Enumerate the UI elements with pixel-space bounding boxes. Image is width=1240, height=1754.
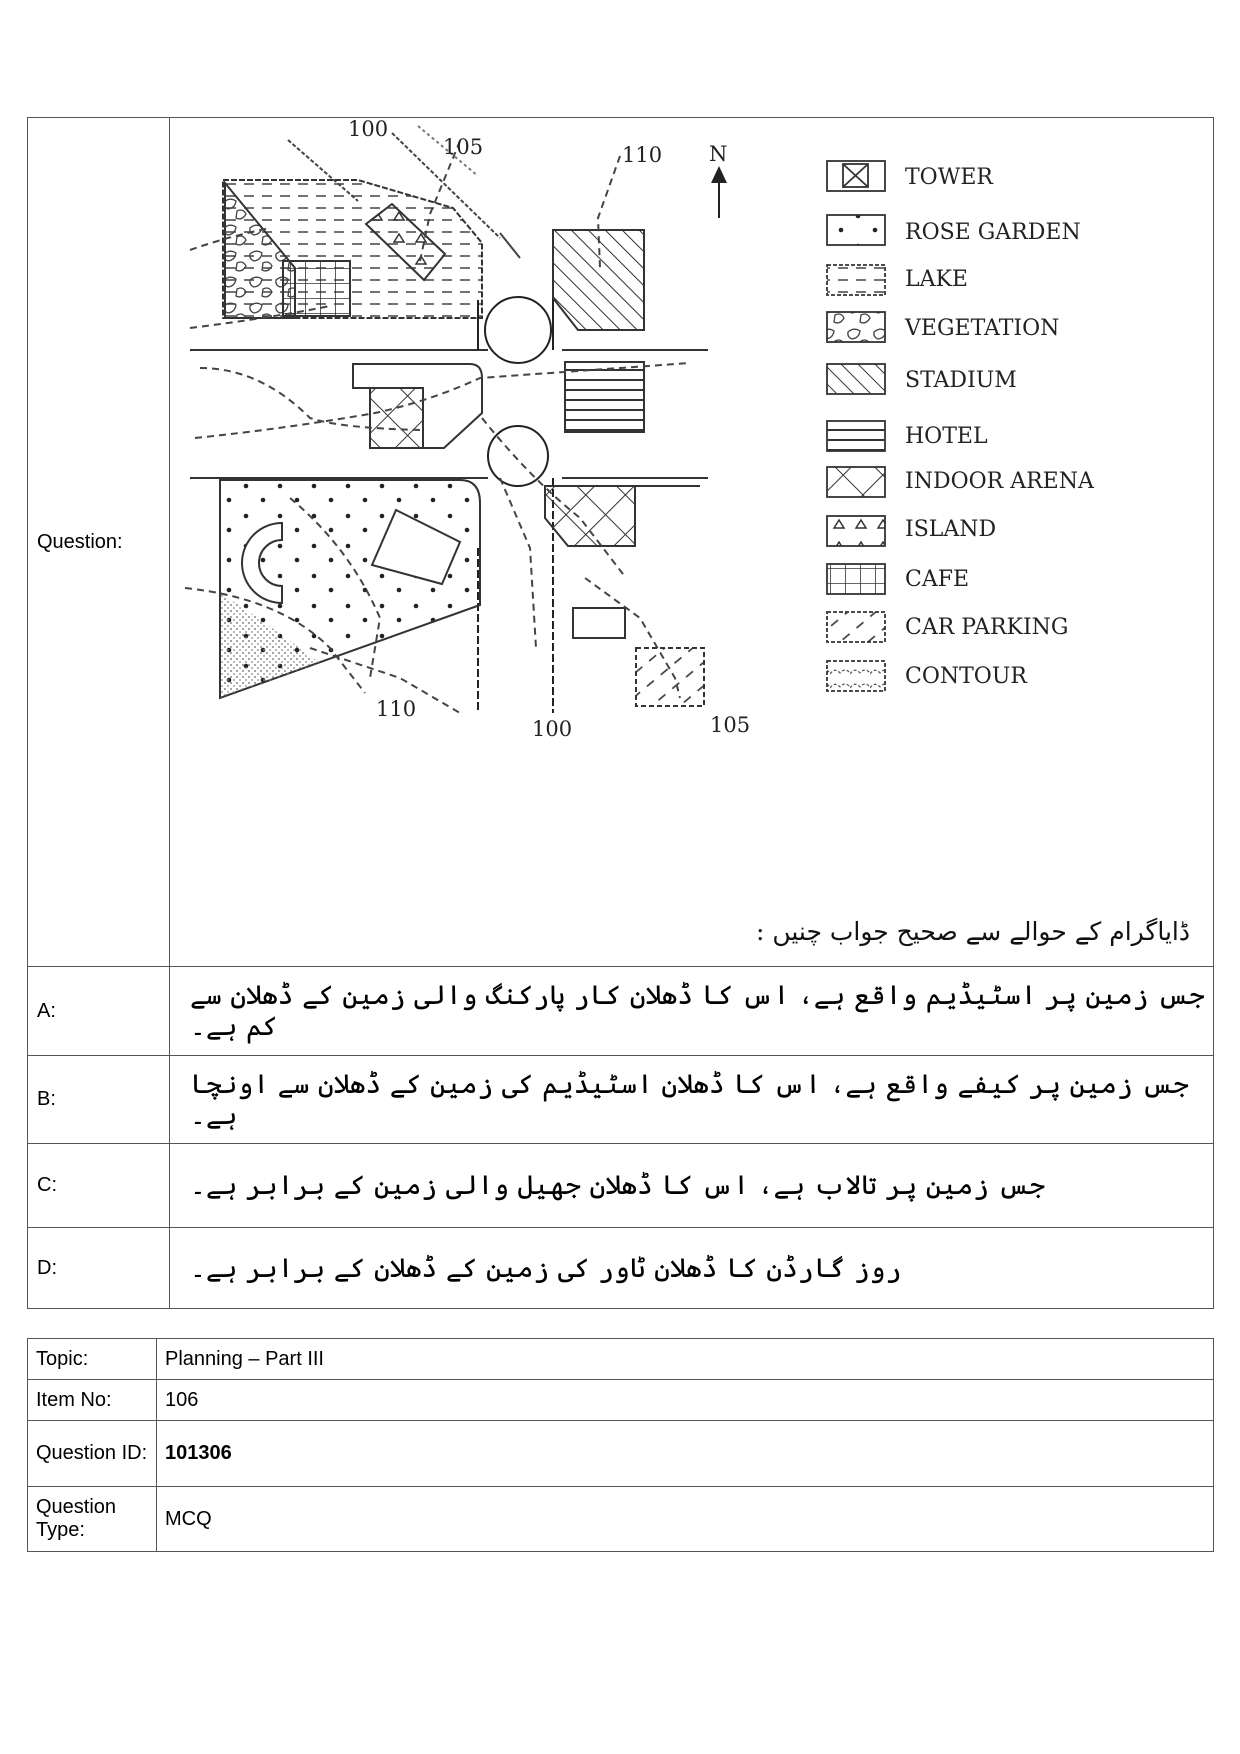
option-row-c[interactable] [28,1144,1214,1228]
question-type-value: MCQ [157,1487,1214,1552]
legend-label: VEGETATION [905,316,1060,341]
contour-label: 105 [710,713,751,737]
contour-icon [827,661,885,691]
island-icon [827,516,885,546]
option-row-b[interactable] [28,1056,1214,1144]
item-no-label: Item No: [28,1380,157,1421]
cafe-area [283,261,350,316]
option-c-text: جس زمین پر تالاب ہے، اس کا ڈھلان جھیل والی زمین کے برابر ہے۔ [190,1170,1046,1201]
rose-garden-icon [827,215,885,245]
lake-icon [827,265,885,295]
option-a-label: A: [28,967,170,1056]
legend-label: LAKE [905,267,968,292]
tower-area [370,388,423,448]
roundabout-north [485,297,551,363]
hotel-icon [827,421,885,451]
option-row-a[interactable] [28,967,1214,1056]
topic-value: Planning – Part III [157,1339,1214,1380]
legend-label: STADIUM [905,368,1017,393]
option-c-label: C: [28,1144,170,1228]
stadium-area [553,230,644,330]
contour-label: 100 [348,118,389,141]
legend-label: TOWER [905,165,993,190]
legend-label: ISLAND [905,517,997,542]
cafe-icon [827,564,885,594]
roundabout-south [488,426,548,486]
option-a-text: جس زمین پر اسٹیڈیم واقع ہے، اس کا ڈھلان کار پارکنگ والی زمین کے ڈھلان سے کم ہے۔ [190,980,1205,1042]
stadium-icon [827,364,885,394]
car-parking-area [636,648,704,706]
legend-label: CONTOUR [905,664,1027,689]
question-prompt: ڈایاگرام کے حوالے سے صحیح جواب چنیں : [755,917,1190,946]
contour-label: 110 [376,697,417,721]
question-label: Question: [28,118,170,967]
option-b-label: B: [28,1056,170,1144]
legend-label: CAR PARKING [905,615,1069,640]
contour-label: 110 [622,143,663,167]
indoor-arena-icon [827,467,885,497]
option-d-text: روز گارڈن کا ڈھلان ٹاور کی زمین کے ڈھلان کے برابر ہے۔ [190,1252,902,1284]
contour-label: 100 [532,717,573,741]
question-id-value: 101306 [157,1421,1214,1487]
north-label: N [709,142,728,166]
item-no-value: 106 [157,1380,1214,1421]
map-plan [185,126,727,713]
diagram-cell [170,118,1214,967]
site-plan-diagram [170,118,1212,965]
contour-label: 105 [443,135,484,159]
meta-table [27,1338,1214,1552]
legend-label: CAFE [905,567,970,592]
vegetation-icon [827,312,885,342]
topic-label: Topic: [28,1339,157,1380]
option-row-d[interactable] [28,1228,1214,1309]
indoor-arena-area [545,486,635,546]
car-parking-icon [827,612,885,642]
hotel-area [565,362,644,432]
question-table [27,117,1214,1309]
option-d-label: D: [28,1228,170,1309]
legend [827,161,885,691]
legend-label: ROSE GARDEN [905,220,1081,245]
question-type-label: Question Type: [28,1487,157,1552]
question-id-label: Question ID: [28,1421,157,1487]
small-building [573,608,625,638]
option-b-text: جس زمین پر کیفے واقع ہے، اس کا ڈھلان اسٹیڈیم کی زمین کے ڈھلان سے اونچا ہے۔ [190,1068,1189,1131]
legend-label: HOTEL [905,424,988,449]
legend-labels [904,165,1095,689]
legend-label: INDOOR ARENA [905,469,1094,494]
